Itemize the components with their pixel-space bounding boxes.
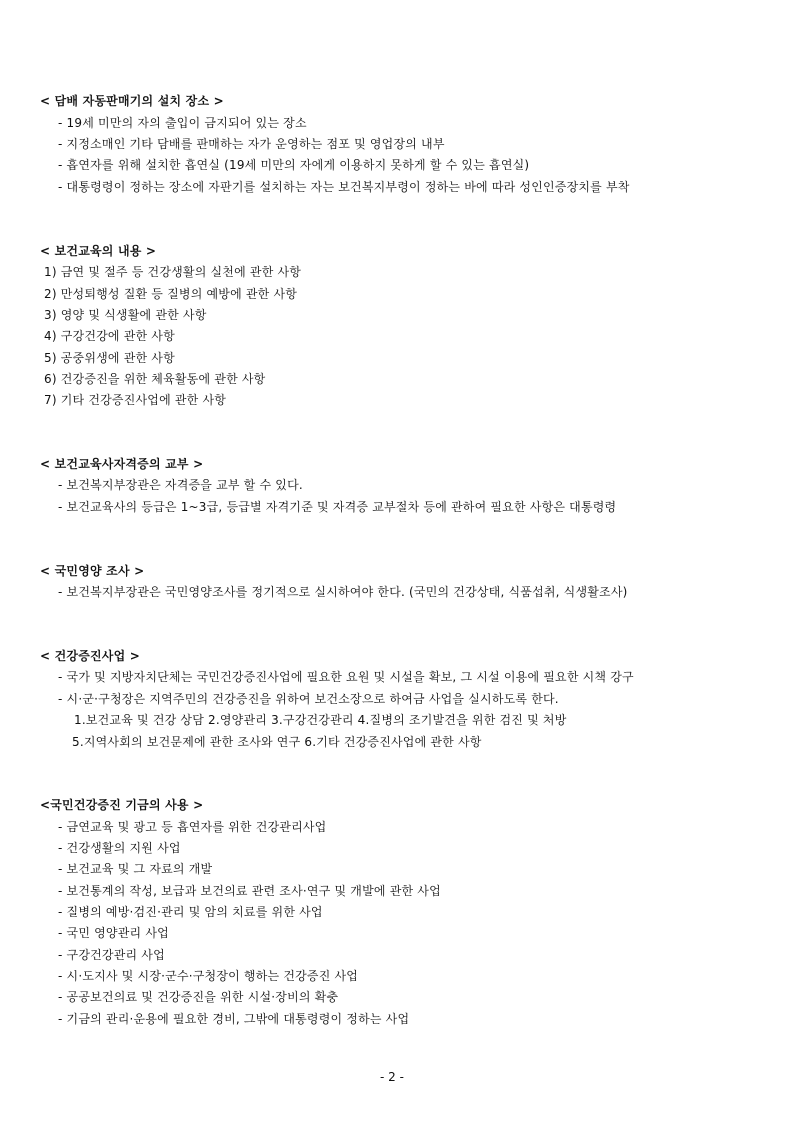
list-item: - 보건통계의 작성, 보급과 보건의료 관련 조사·연구 및 개발에 관한 사업: [58, 884, 441, 898]
list-item: 1) 금연 및 절주 등 건강생활의 실천에 관한 사항: [44, 265, 302, 279]
list-item: - 보건복지부장관은 국민영양조사를 정기적으로 실시하여야 한다. (국민의 건강상태, 식품섭취, 식생활조사): [58, 585, 628, 599]
section-heading: < 보건교육사자격증의 교부 >: [40, 457, 204, 471]
list-item: - 기금의 관리·운용에 필요한 경비, 그밖에 대통령령이 정하는 사업: [58, 1012, 410, 1026]
list-item: - 보건교육사의 등급은 1~3급, 등급별 자격기준 및 자격증 교부절차 등에 관하여 필요한 사항은 대통령령: [58, 500, 617, 514]
section-heading: < 담배 자동판매기의 설치 장소 >: [40, 94, 224, 108]
list-item: 3) 영양 및 식생활에 관한 사항: [44, 308, 207, 322]
section-heading: < 보건교육의 내용 >: [40, 244, 157, 258]
page-number: - 2 -: [380, 1070, 404, 1084]
list-item: - 금연교육 및 광고 등 흡연자를 위한 건강관리사업: [58, 820, 327, 834]
list-item: - 국민 영양관리 사업: [58, 926, 169, 940]
list-item: 4) 구강건강에 관한 사항: [44, 329, 175, 343]
list-item: 2) 만성퇴행성 질환 등 질병의 예방에 관한 사항: [44, 287, 298, 301]
section-heading: <국민건강증진 기금의 사용 >: [40, 798, 204, 812]
list-item: - 보건복지부장관은 자격증을 교부 할 수 있다.: [58, 478, 303, 492]
list-item: - 흡연자를 위해 설치한 흡연실 (19세 미만의 자에게 이용하지 못하게 할 수 있는 흡연실): [58, 158, 530, 172]
list-item: - 공공보건의료 및 건강증진을 위한 시설·장비의 확충: [58, 990, 339, 1004]
list-item: - 시·군·구청장은 지역주민의 건강증진을 위하여 보건소장으로 하여금 사업을 실시하도록 한다.: [58, 692, 559, 706]
list-item: 5.지역사회의 보건문제에 관한 조사와 연구 6.기타 건강증진사업에 관한 사항: [72, 735, 482, 749]
list-item: - 대통령령이 정하는 장소에 자판기를 설치하는 자는 보건복지부령이 정하는 바에 따라 성인인증장치를 부착: [58, 180, 630, 194]
list-item: - 구강건강관리 사업: [58, 948, 165, 962]
list-item: 6) 건강증진을 위한 체육활동에 관한 사항: [44, 372, 266, 386]
section-heading: < 국민영양 조사 >: [40, 564, 145, 578]
list-item: - 건강생활의 지원 사업: [58, 841, 181, 855]
list-item: - 질병의 예방·검진·관리 및 암의 치료를 위한 사업: [58, 905, 323, 919]
list-item: 7) 기타 건강증진사업에 관한 사항: [44, 393, 227, 407]
list-item: - 시·도지사 및 시장·군수·구청장이 행하는 건강증진 사업: [58, 969, 359, 983]
list-item: 5) 공중위생에 관한 사항: [44, 351, 175, 365]
list-item: - 국가 및 지방자치단체는 국민건강증진사업에 필요한 요원 및 시설을 확보, 그 시설 이용에 필요한 시책 강구: [58, 670, 634, 684]
list-item: - 지정소매인 기타 담배를 판매하는 자가 운영하는 점포 및 영업장의 내부: [58, 137, 445, 151]
section-heading: < 건강증진사업 >: [40, 649, 141, 663]
list-item: 1.보건교육 및 건강 상담 2.영양관리 3.구강건강관리 4.질병의 조기발견을 위한 검진 및 처방: [74, 713, 567, 727]
list-item: - 19세 미만의 자의 출입이 금지되어 있는 장소: [58, 116, 307, 130]
list-item: - 보건교육 및 그 자료의 개발: [58, 862, 213, 876]
